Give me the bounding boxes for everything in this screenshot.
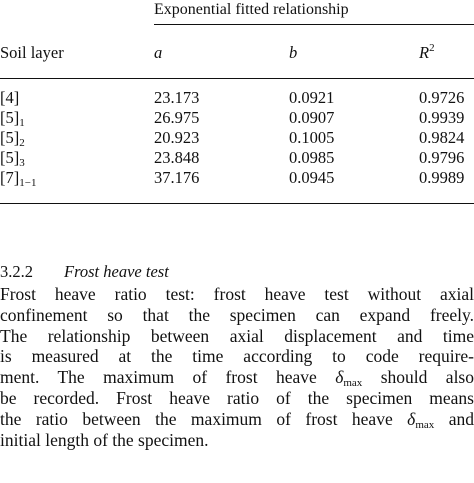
table-cell-r2: 0.9726 — [419, 88, 465, 107]
table-cell-r2: 0.9989 — [419, 168, 465, 187]
table-cell-r2: 0.9824 — [419, 128, 465, 147]
paragraph-line: confinement so that the specimen can expand freely. — [0, 304, 474, 325]
table-cell-a: 37.176 — [154, 168, 200, 187]
paragraph-line: ment. The maximum of frost heave $\delta_{max}$ should also — [0, 367, 474, 390]
section-number: 3.2.2 — [0, 262, 33, 281]
table-cell-a: 26.975 — [154, 108, 200, 127]
table-cell-b: 0.0921 — [289, 88, 335, 107]
table-cell-b: 0.0907 — [289, 108, 335, 127]
table-cell-b: 0.1005 — [289, 128, 335, 147]
table-cell-r2: 0.9939 — [419, 108, 465, 127]
paragraph-line: Frost heave ratio test: frost heave test without axial — [0, 284, 474, 304]
paragraph-line: the ratio between the maximum of frost heave $\delta_{max}$ and — [0, 408, 474, 431]
bottom-rule — [0, 203, 474, 204]
column-header-r2: $R^2$ — [419, 42, 435, 62]
table-row-layer: $[5]_3$ — [0, 148, 25, 169]
table-cell-r2: 0.9796 — [419, 148, 465, 167]
group-header: Exponential fitted relationship — [154, 1, 349, 18]
section-heading — [0, 262, 474, 282]
table-row-layer: $[7]_{1-1}$ — [0, 168, 37, 189]
delta-symbol: δ — [407, 408, 416, 429]
delta-symbol: δ — [335, 367, 344, 388]
paragraph-line: is measured at the time according to code require- — [0, 346, 474, 367]
table-cell-a: 20.923 — [154, 128, 200, 147]
body-paragraph — [0, 284, 474, 450]
table-row-layer: $[5]_2$ — [0, 128, 25, 149]
group-header-rule — [154, 24, 474, 25]
table-cell-a: 23.173 — [154, 88, 200, 107]
column-header-b: b — [289, 43, 298, 62]
table-row-layer: [4] — [0, 88, 20, 107]
table-cell-b: 0.0985 — [289, 148, 335, 167]
table-cell-b: 0.0945 — [289, 168, 335, 187]
paragraph-line: The relationship between axial displacement and time — [0, 325, 474, 346]
header-rule — [0, 78, 474, 79]
column-header-a: a — [154, 43, 163, 62]
row-header: Soil layer — [0, 43, 64, 62]
paragraph-line: be recorded. Frost heave ratio of the specimen means — [0, 387, 474, 408]
paragraph-line: initial length of the specimen. — [0, 429, 209, 450]
table-cell-a: 23.848 — [154, 148, 200, 167]
table-row-layer: $[5]_1$ — [0, 108, 25, 129]
section-title: Frost heave test — [64, 262, 169, 281]
fitted-relationship-table — [0, 0, 474, 232]
